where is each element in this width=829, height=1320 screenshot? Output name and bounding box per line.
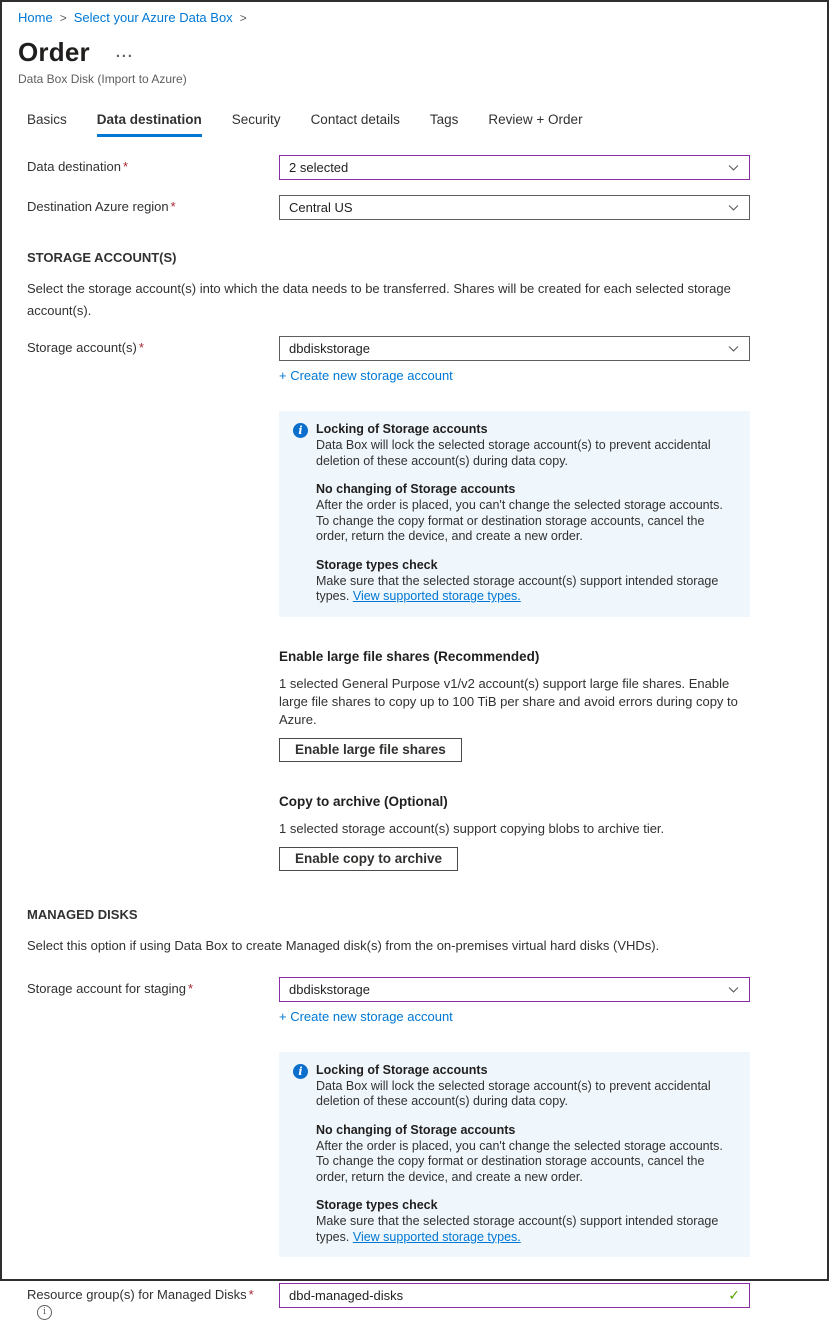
breadcrumb	[18, 10, 811, 25]
page-subtitle: Data Box Disk (Import to Azure)	[18, 72, 187, 86]
info-item-locking: Locking of Storage accounts Data Box will lock the selected storage account(s) to prevent accidental deletion of these account(s) during data copy.	[316, 422, 711, 468]
tab-tags[interactable]: Tags	[429, 112, 459, 127]
valid-check-icon: ✓	[728, 1287, 740, 1303]
info-item-storage-types: Storage types check Make sure that the selected storage account(s) support intended storage types. View supported storage types.	[316, 1198, 719, 1244]
tab-security[interactable]: Security	[231, 112, 281, 127]
large-file-shares-description: 1 selected General Purpose v1/v2 account(s) support large file shares. Enable large file shares to copy up to 100 TiB per share and avoid errors during copy to Azure.	[279, 675, 738, 727]
enable-large-file-shares-button[interactable]: Enable large file shares	[279, 738, 462, 762]
data-destination-select[interactable]	[279, 155, 750, 180]
field-row-region	[18, 195, 811, 220]
data-destination-label: Data destination *	[27, 159, 129, 174]
large-file-shares-block	[279, 649, 750, 762]
info-icon: i	[293, 1064, 308, 1079]
info-icon: i	[293, 423, 308, 438]
page-title: Order	[18, 37, 90, 67]
chevron-down-icon	[727, 342, 740, 355]
breadcrumb-home[interactable]: Home	[18, 10, 53, 25]
info-item-no-changing: No changing of Storage accounts After the order is placed, you can't change the selected storage accounts. To change the copy format or destination storage accounts, cancel the order, return the device, and create a new order.	[316, 1122, 723, 1184]
chevron-down-icon	[727, 201, 740, 214]
copy-to-archive-block	[279, 794, 750, 871]
required-asterisk: *	[122, 159, 129, 174]
tab-contact-details[interactable]: Contact details	[310, 112, 400, 127]
managed-disks-section-description: Select this option if using Data Box to create Managed disk(s) from the on-premises virtual hard disks (VHDs).	[27, 937, 660, 953]
staging-account-select[interactable]	[279, 977, 750, 1002]
chevron-down-icon	[727, 161, 740, 174]
region-select[interactable]	[279, 195, 750, 220]
more-menu-icon[interactable]: ···	[115, 47, 134, 65]
staging-account-value: dbdiskstorage	[289, 981, 370, 997]
field-row-storage-accounts	[18, 336, 811, 383]
view-supported-storage-types-link[interactable]: View supported storage types.	[352, 1229, 521, 1244]
info-item-no-changing: No changing of Storage accounts After the order is placed, you can't change the selected storage accounts. To change the copy format or destination storage accounts, cancel the order, return the device, and create a new order.	[316, 482, 723, 543]
breadcrumb-select-data-box[interactable]: Select your Azure Data Box	[73, 10, 233, 25]
info-item-locking: Locking of Storage accounts Data Box will lock the selected storage account(s) to prevent accidental deletion of these account(s) during data copy.	[316, 1062, 711, 1108]
storage-accounts-value: dbdiskstorage	[289, 341, 370, 356]
copy-to-archive-heading: Copy to archive (Optional)	[279, 793, 448, 809]
tab-review-order[interactable]: Review + Order	[488, 112, 583, 127]
required-asterisk: *	[188, 980, 194, 996]
enable-copy-to-archive-button[interactable]: Enable copy to archive	[279, 847, 458, 871]
region-value: Central US	[289, 200, 353, 215]
resource-group-label: Resource group(s) for Managed Disks * i	[27, 1283, 279, 1320]
required-asterisk: *	[170, 199, 176, 214]
storage-accounts-section-description: Select the storage account(s) into which the data needs to be transferred. Shares will be created for each selected storage account(s).	[27, 281, 731, 318]
managed-disks-section-header: MANAGED DISKS	[27, 906, 138, 922]
tab-data-destination[interactable]: Data destination	[97, 112, 202, 137]
view-supported-storage-types-link[interactable]: View supported storage types.	[352, 589, 521, 603]
required-asterisk: *	[138, 340, 144, 355]
storage-accounts-select[interactable]	[279, 336, 750, 361]
tab-bar	[18, 112, 811, 137]
copy-to-archive-description: 1 selected storage account(s) support copying blobs to archive tier.	[279, 820, 665, 836]
field-row-resource-group	[18, 1283, 811, 1320]
create-storage-account-link[interactable]: + Create new storage account	[279, 368, 453, 383]
region-label: Destination Azure region *	[27, 199, 176, 214]
resource-group-value: dbd-managed-disks	[289, 1288, 404, 1303]
required-asterisk: *	[248, 1287, 254, 1302]
tab-basics[interactable]: Basics	[27, 112, 67, 127]
storage-accounts-section-header: STORAGE ACCOUNT(S)	[27, 250, 177, 265]
resource-group-input[interactable]	[279, 1283, 750, 1308]
chevron-right-icon: >	[239, 10, 247, 25]
staging-account-label: Storage account for staging *	[27, 980, 194, 996]
chevron-down-icon	[727, 983, 740, 996]
chevron-right-icon: >	[59, 10, 67, 25]
field-row-data-destination	[18, 155, 811, 180]
storage-accounts-label: Storage account(s) *	[27, 340, 144, 355]
create-staging-account-link[interactable]: + Create new storage account	[279, 1008, 453, 1024]
info-item-storage-types: Storage types check Make sure that the selected storage account(s) support intended storage types. View supported storage types.	[316, 557, 719, 603]
info-tooltip-icon[interactable]: i	[37, 1305, 52, 1320]
data-destination-value: 2 selected	[289, 160, 349, 175]
info-box-managed	[279, 1052, 750, 1258]
large-file-shares-heading: Enable large file shares (Recommended)	[279, 648, 540, 664]
field-row-staging-account	[18, 977, 811, 1024]
info-box-storage	[279, 411, 750, 617]
